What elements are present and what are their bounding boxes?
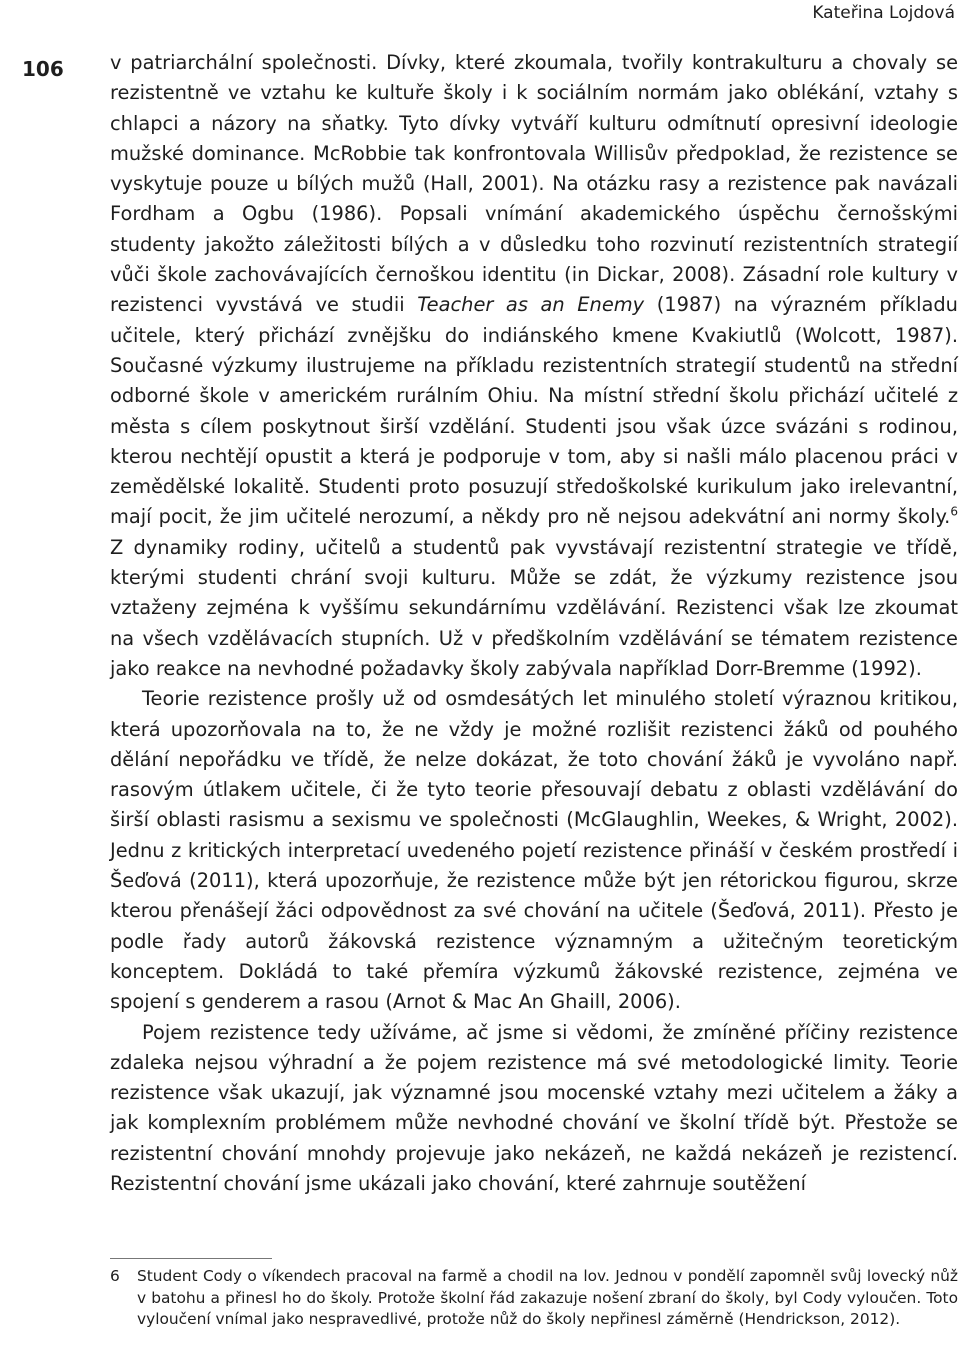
paragraph-3: Pojem rezistence tedy užíváme, ač jsme si vědomi, že zmíněné příčiny rezistence zdaleka nejsou výhradní a že pojem rezistence má své metodologické limity. Teorie rezistence však ukazují, jak významné jsou mocenské vztahy mezi učitelem a žáky a jak komplexním problémem může nevhodné chování ve školní třídě být. Přestože se rezistentní chování mnohdy projevuje jako nekázeň, ne každá nekázeň je rezistencí. Rezistentní chování jsme ukázali jako chování, které zahrnuje soutěžení xyxy=(110,1020,958,1195)
footnote-mark: 6 xyxy=(110,1267,120,1285)
study-title: Teacher as an Enemy xyxy=(417,293,645,317)
footnote-text: Student Cody o víkendech pracoval na farmě a chodil na lov. Jednou v pondělí zapomněl svůj lovecký nůž v batohu a přinesl ho do školy. Protože školní řád zakazuje nošení zbraní do školy, byl Cody vyloučen. Toto vyloučení vnímal jako nespravedlivé, protože nůž do školy nepřinesl záměrně (Hendrickson, 2012). xyxy=(137,1267,958,1328)
paragraph-1-part-b: (1987) na výrazném příkladu učitele, který přichází zvnějšku do indiánského kmene Kvakiutlů (Wolcott, 1987). Současné výzkumy ilustrujeme na příkladu rezistentních strategií studentů na střední odborné škole v americkém rurálním Ohiu. Na místní střední školu přichází učitelé z města s cílem poskytnout širší vzdělání. Studenti jsou však úzce svázáni s rodinou, kterou nechtějí opustit a která je podporuje v tom, aby si našli málo placenou práci v zemědělské lokalitě. Studenti proto posuzují středoškolské kurikulum jako irelevantní, mají pocit, že jim učitelé nerozumí, a někdy pro ně nejsou adekvátní ani normy školy. xyxy=(110,293,958,529)
paragraph-2: Teorie rezistence prošly už od osmdesátých let minulého století výraznou kritikou, která upozorňovala na to, že ne vždy je možné rozlišit rezistenci žáků od pouhého dělání nepořádku ve třídě, že nelze dokázat, že toto chování žáků je vyvoláno např. rasovým útlakem učitele, či že tyto teorie přesouvají debatu z oblasti vzdělávání do širší oblasti rasismu a sexismu ve společnosti (McGlaughlin, Weekes, & Wright, 2002). Jednu z kritických interpretací uvedeného pojetí rezistence přináší v českém prostředí i Šeďová (2011), která upozorňuje, že rezistence může být jen rétorickou figurou, skrze kterou přenášejí žáci odpovědnost za své chování na učitele (Šeďová, 2011). Přesto je podle řady autorů žákovská rezistence významným a užitečným teoretickým konceptem. Dokládá to také přemíra výzkumů žákovské rezistence, zejména ve spojení s genderem a rasou (Arnot & Mac An Ghaill, 2006). xyxy=(110,687,958,1014)
paragraph-1 xyxy=(110,48,958,684)
footnote xyxy=(110,1266,958,1331)
paragraph-1-part-a: v patriarchální společnosti. Dívky, které zkoumala, tvořily kontrakulturu a chovaly se rezistentně ve vztahu ke kultuře školy i k sociálním normám jako oblékání, vztahy s chlapci a názory na sňatky. Tyto dívky vytváří kulturu odmítnutí opresivní ideologie mužské dominance. McRobbie tak konfrontovala Willisův předpoklad, že rezistence se vyskytuje pouze u bílých mužů (Hall, 2001). Na otázku rasy a rezistence pak navázali Fordham a Ogbu (1986). Popsali vnímání akademického úspěchu černošskými studenty jakožto záležitosti bílých a v důsledku toho rozvinutí rezistentních strategií vůči škole zachovávajících černoškou identitu (in Dickar, 2008). Zásadní role kultury v rezistenci vyvstává ve studii xyxy=(110,51,958,317)
paragraph-1-part-c: Z dynamiky rodiny, učitelů a studentů pak vyvstávají rezistentní strategie ve třídě, kterými studenti chrání svoji kulturu. Může se zdát, že výzkumy rezistence jsou vztaženy zejména k vyššímu sekundárnímu vzdělávání. Rezistenci však lze zkoumat na všech vzdělávacích stupních. Už v předškolním vzdělávání se tématem rezistence jako reakce na nevhodné požadavky školy zabývala například Dorr-Bremme (1992). xyxy=(110,535,958,680)
footnote-reference: 6 xyxy=(950,504,958,519)
running-head-author: Kateřina Lojdová xyxy=(812,3,955,23)
main-text xyxy=(110,48,958,1199)
footnote-divider xyxy=(110,1258,272,1259)
page-number: 106 xyxy=(22,57,64,81)
